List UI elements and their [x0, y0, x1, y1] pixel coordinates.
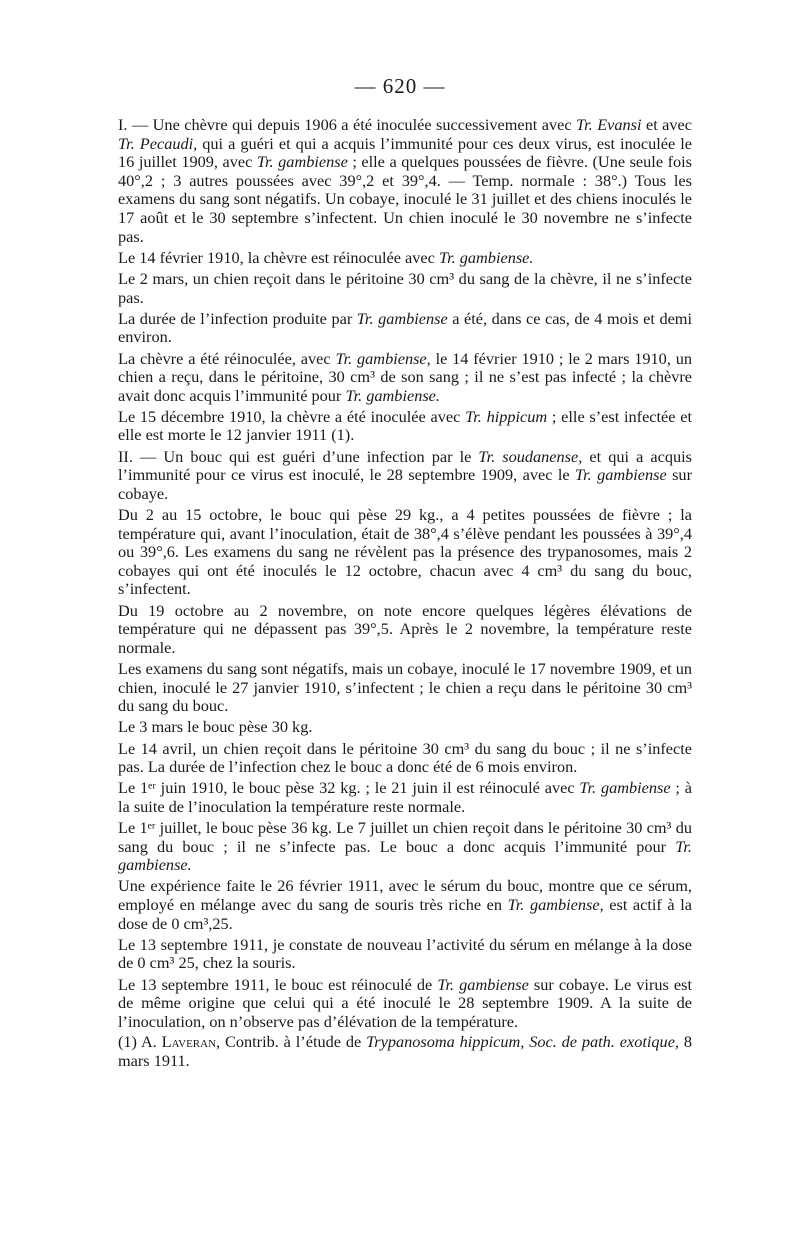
text-run: (1) A.: [118, 1032, 162, 1051]
text-run: Le 13 septembre 1911, le bouc est réinoculé de: [118, 974, 438, 994]
text-run: Le 13 septembre 1911, je constate de nouveau l’activité du sérum en mélange à la dose de 0 cm³ 25, chez la souris.: [118, 934, 692, 973]
italic-run: Soc. de path. exotique,: [529, 1032, 679, 1051]
author-name: Laveran,: [161, 1032, 221, 1051]
text-run: sur cobaye.: [118, 465, 692, 503]
paragraph: [118, 249, 692, 268]
text-run: Les examens du sang sont négatifs, mais un cobaye, inoculé le 17 novembre 1909, et un chien, inoculé le 27 janvier 1910, s’infectent ; le chien a reçu dans le péritoine 30 cm³ du sang du bouc.: [118, 658, 692, 716]
italic-run: Tr. gambiense.: [118, 836, 692, 875]
paragraph: [118, 740, 692, 777]
text-run: Le 3 mars le bouc pèse 30 kg.: [118, 717, 313, 737]
paragraph: [118, 779, 692, 816]
text-run: qui a guéri et qui a acquis l’immunité pour ces deux virus, est inoculée le 16 juillet 1909, avec: [118, 133, 692, 172]
text-run: Le 2 mars, un chien reçoit dans le péritoine 30 cm³ du sang de la chèvre, il ne s’infecte pas.: [118, 268, 692, 307]
italic-run: Tr. gambiense,: [507, 895, 604, 915]
page-number: — 620 —: [354, 74, 446, 98]
footnote-paragraph: [118, 1032, 692, 1070]
text-run: Contrib. à l’étude de: [220, 1032, 367, 1051]
text-run: 8 mars 1911.: [118, 1032, 693, 1070]
paragraph: [118, 310, 692, 347]
text-run: est actif à la dose de 0 cm³,25.: [118, 895, 692, 933]
paragraph: [118, 819, 692, 875]
text-run: ; elle s’est infectée et elle est morte le 12 janvier 1911 (1).: [118, 406, 693, 445]
text-run: Le 14 avril, un chien reçoit dans le péritoine 30 cm³ du sang du bouc ; il ne s’infecte pas. La durée de l’infection chez le bouc a donc été de 6 mois environ.: [118, 738, 692, 777]
text-run: sur cobaye. Le virus est de même origine que celui qui a été inoculé le 28 septembre 1909. A la suite de l’inoculation, on n’observe pas d’élévation de la température.: [118, 974, 692, 1031]
text-run: Du 19 octobre au 2 novembre, on note encore quelques légères élévations de température qui ne dépassent pas 39°,5. Après le 2 novembre, la température reste normale.: [118, 600, 692, 657]
italic-run: Tr. gambiense: [356, 308, 448, 328]
italic-run: Tr. gambiense.: [438, 247, 534, 267]
italic-run: Trypanosoma hippicum,: [366, 1032, 525, 1051]
italic-run: Tr. Evansi: [576, 115, 642, 134]
italic-run: Tr. gambiense.: [345, 385, 440, 405]
text-run: II. — Un bouc qui est guéri d’une infection par le: [118, 446, 479, 466]
italic-run: Tr. gambiense,: [335, 348, 431, 368]
text-run: La durée de l’infection produite par: [118, 308, 357, 328]
paragraph: [118, 976, 692, 1032]
paragraph: [118, 350, 692, 406]
body-text: [118, 116, 692, 1034]
text-run: I. — Une chèvre qui depuis 1906 a été inoculée successivement avec: [118, 115, 576, 134]
text-run: Une expérience faite le 26 février 1911, avec le sérum du bouc, montre que ce sérum, employé en mélange avec du sang de souris très riche en: [118, 876, 692, 915]
text-run: Le 1ᵉʳ juillet, le bouc pèse 36 kg. Le 7 juillet un chien reçoit dans le péritoine 30 cm³ du sang du bouc ; il ne s’infecte pas. Le bouc a donc acquis l’immunité pour: [118, 818, 692, 856]
text-run: le 14 février 1910 ; le 2 mars 1910, un chien a reçu, dans le péritoine, 30 cm³ de son sang ; il ne s’est pas infecté ; la chèvre avait donc acquis l’immunité pour: [118, 348, 692, 405]
italic-run: Tr. soudanense,: [478, 446, 583, 466]
text-run: et qui a acquis l’immunité pour ce virus est inoculé, le 28 septembre 1909, avec le: [118, 446, 692, 485]
text-run: Le 14 février 1910, la chèvre est réinoculée avec: [118, 247, 439, 267]
text-run: ; elle a quelques poussées de fièvre. (Une seule fois 40°,2 ; 3 autres poussées avec 39°,2 et 39°,4. — Temp. normale : 38°.) Tous les examens du sang sont négatifs. Un cobaye, inoculé le 31 juillet et des chiens inoculés le 17 août et le 30 septembre s’infectent. Un chien inoculé le 30 novembre ne s’infecte pas.: [118, 152, 693, 246]
text-run: Le 15 décembre 1910, la chèvre a été inoculée avec: [118, 406, 466, 426]
italic-run: Tr. Pecaudi,: [118, 133, 198, 153]
italic-run: Tr. hippicum: [465, 406, 548, 426]
paragraph: [118, 116, 692, 246]
text-run: ; à la suite de l’inoculation la température reste normale.: [118, 778, 692, 816]
paragraph: [118, 660, 692, 716]
text-run: Du 2 au 15 octobre, le bouc qui pèse 29 kg., a 4 petites poussées de fièvre ; la température qui, avant l’inoculation, était de 38°,4 s’élève pendant les poussées à 39°,4 ou 39°,6. Les examens du sang ne révèlent pas la présence des trypanosomes, mais 2 cobayes qui ont été inoculés le 12 octobre, chacun avec 4 cm³ du sang du bouc, s’infectent.: [118, 505, 692, 599]
text-run: et avec: [641, 115, 692, 134]
paragraph: [118, 270, 692, 307]
paragraph: [118, 448, 692, 504]
paragraph: [118, 877, 692, 933]
italic-run: Tr. gambiense: [437, 974, 529, 994]
paragraph: [118, 718, 692, 737]
paragraph: [118, 936, 692, 973]
text-run: a été, dans ce cas, de 4 mois et demi environ.: [118, 308, 692, 347]
text-run: Le 1ᵉʳ juin 1910, le bouc pèse 32 kg. ; le 21 juin il est réinoculé avec: [118, 778, 580, 798]
text-run: La chèvre a été réinoculée, avec: [118, 348, 336, 368]
paragraph: [118, 602, 692, 658]
italic-run: Tr. gambiense: [574, 465, 667, 485]
italic-run: Tr. gambiense: [256, 152, 348, 172]
paragraph: [118, 408, 692, 445]
footnote: [118, 1032, 692, 1070]
paragraph: [118, 506, 692, 599]
italic-run: Tr. gambiense: [579, 778, 671, 798]
